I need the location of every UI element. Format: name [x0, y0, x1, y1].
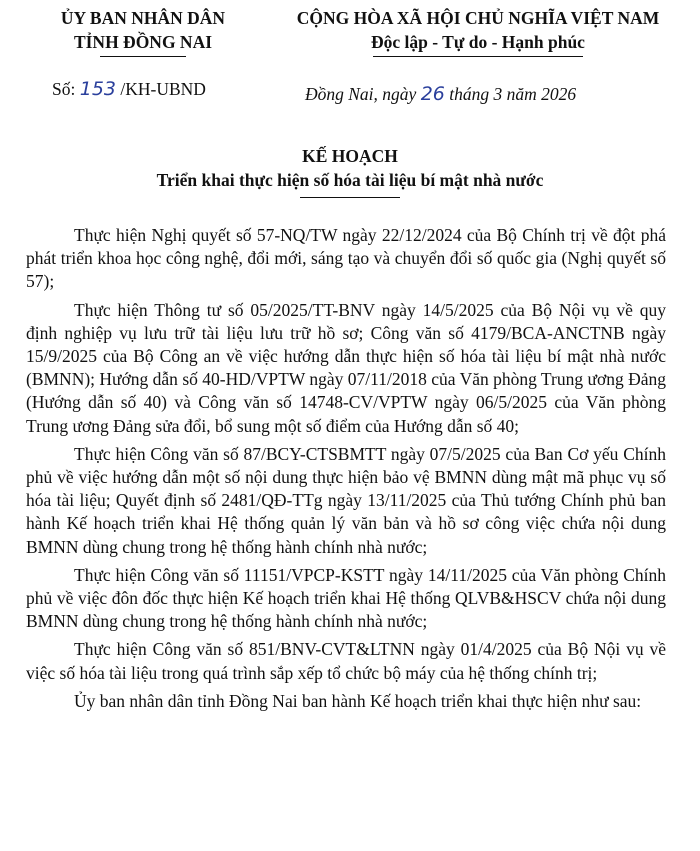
- issue-date: [305, 83, 576, 105]
- national-header: [262, 6, 694, 54]
- document-number: [52, 78, 206, 100]
- document-subtitle: Triển khai thực hiện số hóa tài liệu bí mật nhà nước: [156, 170, 544, 190]
- document-body: [26, 224, 666, 718]
- paragraph: Thực hiện Thông tư số 05/2025/TT-BNV ngày 14/5/2025 của Bộ Nội vụ về quy định nghiệp vụ lưu trữ tài liệu lưu trữ hồ sơ; Công văn số 4179/BCA-ANCTNB ngày 15/9/2025 của Bộ Công an về việc hướng dẫn thực hiện số hóa tài liệu bí mật nhà nước (BMNN); Hướng dẫn số 40-HD/VPTW ngày 07/11/2018 của Văn phòng Trung ương Đảng (Hướng dẫn số 40) và Công văn số 14748-CV/VPTW ngày 06/5/2025 của Văn phòng Trung ương Đảng sửa đổi, bổ sung một số điểm của Hướng dẫn số 40;: [26, 299, 666, 436]
- agency-underline: [100, 56, 186, 57]
- motto-underline: [373, 56, 583, 57]
- agency-name-line2: [74, 30, 212, 54]
- document-number-value: 153: [79, 78, 116, 100]
- agency-name-line1: ỦY BAN NHÂN DÂN: [60, 8, 226, 28]
- motto-text: Độc lập - Tự do - Hạnh phúc: [371, 32, 585, 52]
- document-title: KẾ HOẠCH: [302, 146, 398, 166]
- paragraph: Thực hiện Công văn số 851/BNV-CVT&LTNN ngày 01/4/2025 của Bộ Nội vụ về việc số hóa tài liệu trong quá trình sắp xếp tổ chức bộ máy của hệ thống chính trị;: [26, 639, 666, 683]
- national-title: CỘNG HÒA XÃ HỘI CHỦ NGHĨA VIỆT NAM: [296, 8, 660, 28]
- paragraph: Thực hiện Công văn số 11151/VPCP-KSTT ngày 14/11/2025 của Văn phòng Chính phủ về việc đôn đốc thực hiện Kế hoạch triển khai Hệ thống QLVB&HSCV chứa nội dung BMNN dùng chung trong hệ thống hành chính nhà nước;: [26, 564, 666, 632]
- paragraph: Ủy ban nhân dân tỉnh Đồng Nai ban hành Kế hoạch triển khai thực hiện như sau:: [74, 690, 642, 711]
- paragraph: Thực hiện Nghị quyết số 57-NQ/TW ngày 22/12/2024 của Bộ Chính trị về đột phá phát triển khoa học công nghệ, đổi mới, sáng tạo và chuyển đổi số quốc gia (Nghị quyết số 57);: [26, 225, 666, 292]
- agency-province: TỈNH ĐỒNG NAI: [73, 32, 213, 52]
- date-prefix: Đồng Nai, ngày: [305, 84, 417, 104]
- date-suffix: tháng 3 năm 2026: [449, 84, 577, 104]
- document-number-suffix: /KH-UBND: [120, 79, 206, 99]
- issuing-agency: [28, 6, 258, 54]
- paragraph: Thực hiện Công văn số 87/BCY-CTSBMTT ngày 07/5/2025 của Ban Cơ yếu Chính phủ về việc hướng dẫn một số nội dung thực hiện bảo vệ BMNN dùng mật mã phục vụ số hóa tài liệu; Quyết định số 2481/QĐ-TTg ngày 13/11/2025 của Thủ tướng Chính phủ ban hành Kế hoạch triển khai Hệ thống quản lý văn bản và hồ sơ công việc chứa nội dung BMNN dùng chung trong hệ thống hành chính nhà nước;: [26, 443, 666, 557]
- date-day: 26: [420, 83, 445, 105]
- document-number-label: Số:: [52, 79, 76, 99]
- national-motto: [371, 30, 585, 54]
- subtitle-underline: [300, 197, 400, 198]
